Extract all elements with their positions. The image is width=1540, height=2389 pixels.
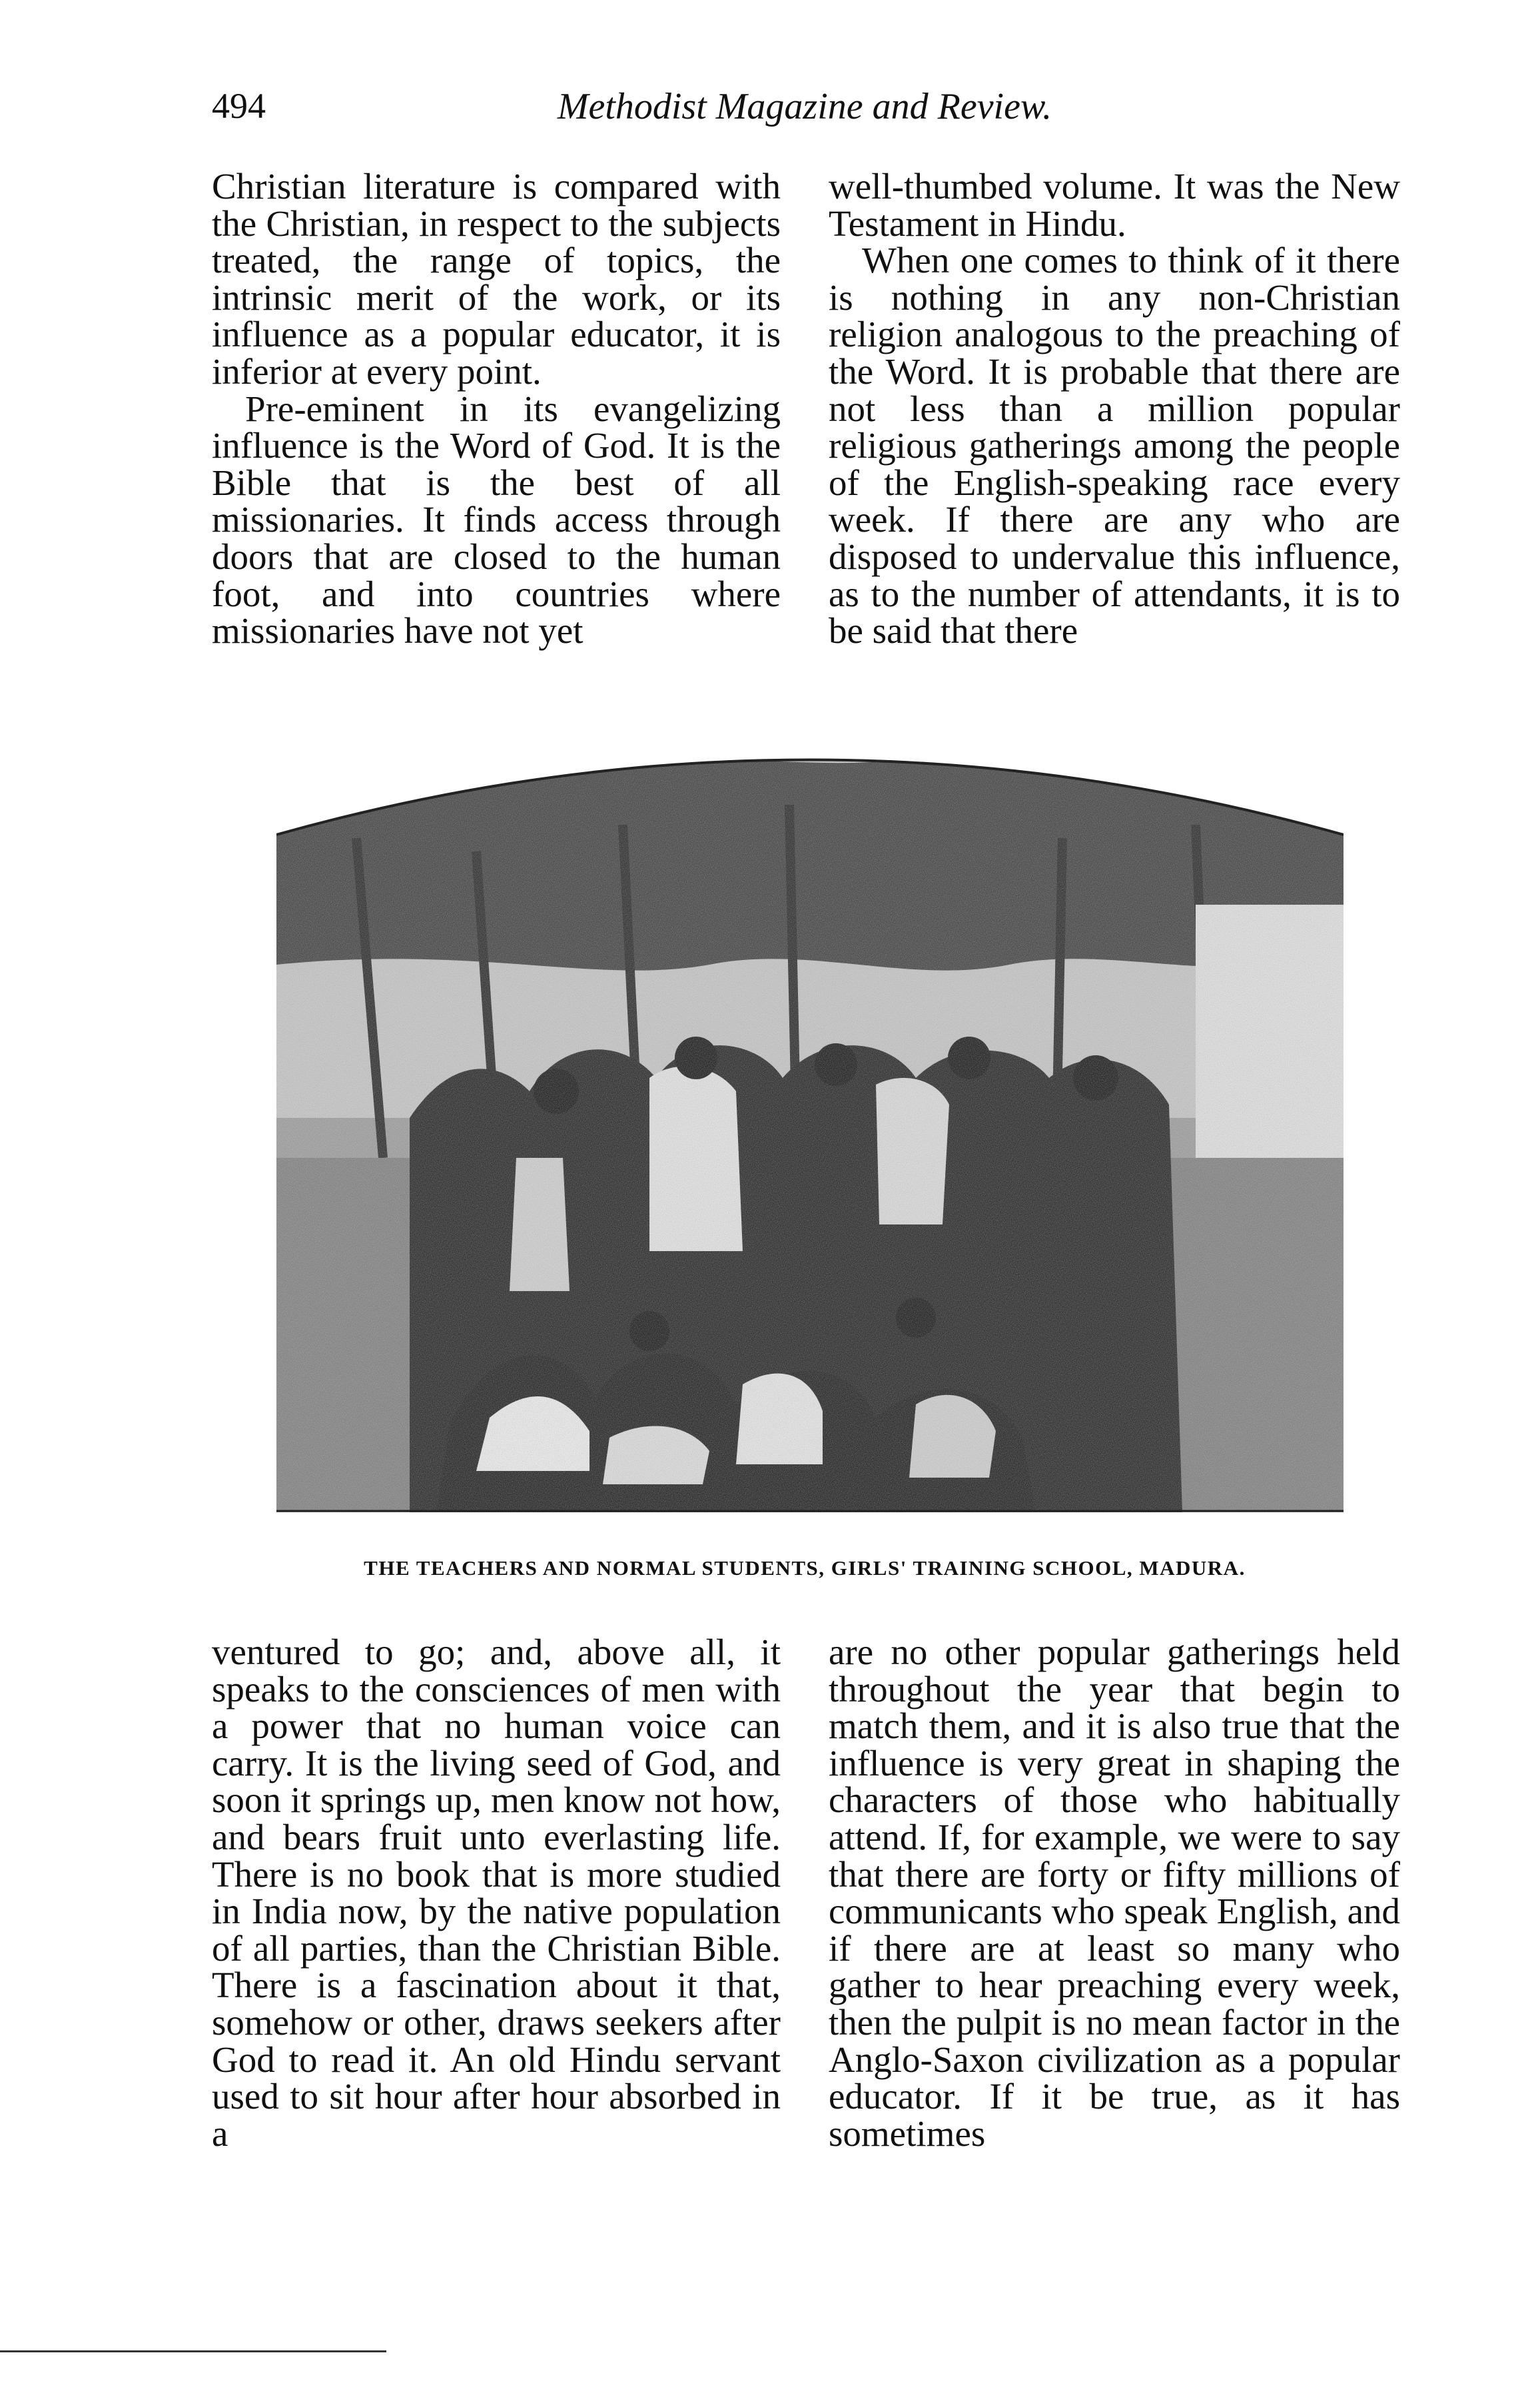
paragraph: well-thumbed volume. It was the New Testament in Hindu. [829, 166, 1400, 244]
paragraph: Pre-eminent in its evangelizing influence is the Word of God. It is the Bible that is the best of all missionaries. It finds access through doors that are closed to the human foot, and into countries where missionaries have not yet [212, 388, 781, 652]
column-top-left [212, 168, 781, 650]
paragraph: Christian literature is compared with the Christian, in respect to the subjects treated, the range of topics, the intrinsic merit of the work, or its influence as a popular educator, it is inferior at every point. [212, 166, 781, 392]
bottom-rule [0, 2350, 386, 2352]
paragraph: ventured to go; and, above all, it speaks to the consciences of men with a power that no human voice can carry. It is the living seed of God, and soon it springs up, men know not how, and bears fruit unto everlasting life. There is no book that is more studied in India now, by the native population of all parties, than the Christian Bible. There is a fascination about it that, somehow or other, draws seekers after God to read it. An old Hindu servant used to sit hour after hour absorbed in a [212, 1632, 781, 2154]
page-header [212, 85, 1397, 145]
column-bottom-right [829, 1634, 1400, 2152]
paragraph: When one comes to think of it there is nothing in any non-Christian religion analogous to the preaching of the Word. It is probable that there are not less than a million popular religious gatherings among the people of the English-speaking race every week. If there are any who are disposed to undervalue this influence, as to the number of attendants, it is to be said that there [829, 240, 1400, 652]
paragraph: are no other popular gatherings held throughout the year that begin to match them, and it is also true that the influence is very great in shaping the characters of those who habitually attend. If, for example, we were to say that there are forty or fifty millions of communicants who speak English, and if there are at least so many who gather to hear preaching every week, then the pulpit is no mean factor in the Anglo-Saxon civilization as a popular educator. If it be true, as it has sometimes [829, 1632, 1400, 2154]
running-head: Methodist Magazine and Review. [557, 86, 1052, 127]
page-number: 494 [212, 86, 266, 126]
column-bottom-left [212, 1634, 781, 2152]
group-photograph [276, 745, 1344, 1512]
photo-illustration [276, 745, 1344, 1512]
column-top-right [829, 168, 1400, 650]
figure-caption: THE TEACHERS AND NORMAL STUDENTS, GIRLS' TRAINING SCHOOL, MADURA. [364, 1556, 1246, 1580]
